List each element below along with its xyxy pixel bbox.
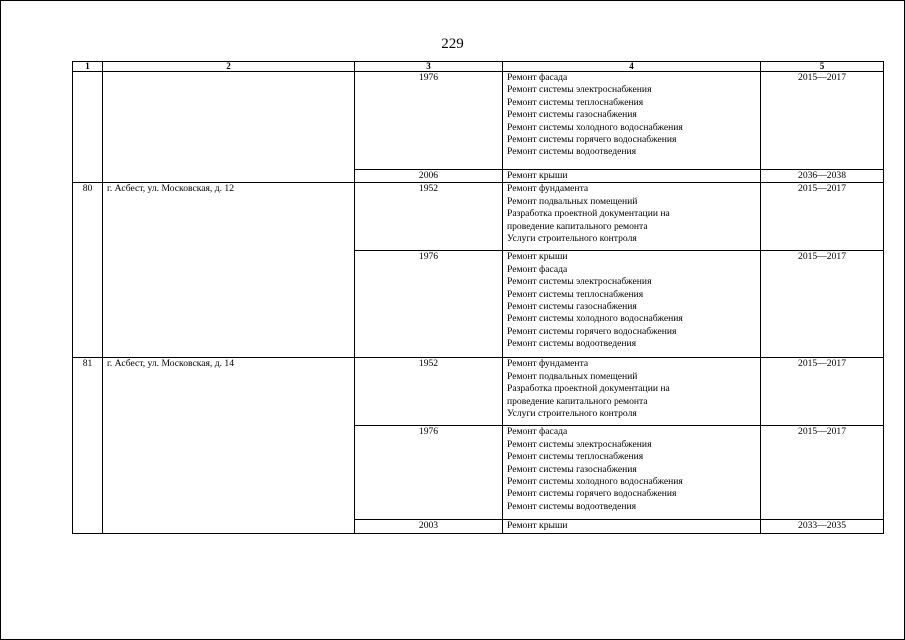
work-item: Ремонт системы холодного водоснабжения xyxy=(507,476,683,488)
header-cell: 2 xyxy=(103,62,355,72)
work-item: Ремонт фасада xyxy=(507,263,568,275)
header-row xyxy=(73,62,884,72)
work-item: Ремонт системы электроснабжения xyxy=(507,276,652,288)
header-cell: 3 xyxy=(355,62,503,72)
period-cell: 2015—2017 xyxy=(761,358,884,426)
work-item: Ремонт системы горячего водоснабжения xyxy=(507,325,677,337)
works-cell xyxy=(503,520,761,533)
year-cell: 1976 xyxy=(355,251,503,358)
work-item: Ремонт системы горячего водоснабжения xyxy=(507,488,677,500)
header-cell: 4 xyxy=(503,62,761,72)
work-item: Ремонт крыши xyxy=(507,251,568,263)
work-item: Ремонт фасада xyxy=(507,426,568,438)
address-cell: г. Асбест, ул. Московская, д. 12 xyxy=(103,183,355,358)
table-row xyxy=(73,72,884,170)
work-item: Ремонт подвальных помещений xyxy=(507,370,638,382)
row-number-cell xyxy=(73,72,103,183)
works-cell xyxy=(503,251,761,358)
work-item: проведение капитального ремонта xyxy=(507,220,648,232)
year-cell: 1976 xyxy=(355,426,503,520)
work-item: Ремонт системы газоснабжения xyxy=(507,463,637,475)
work-item: Ремонт системы холодного водоснабжения xyxy=(507,121,683,133)
period-cell: 2015—2017 xyxy=(761,426,884,520)
period-cell: 2015—2017 xyxy=(761,183,884,251)
work-item: Ремонт системы водоотведения xyxy=(507,500,637,512)
row-number-cell: 81 xyxy=(73,358,103,533)
page-number: 229 xyxy=(441,36,464,52)
work-item: Ремонт системы электроснабжения xyxy=(507,84,652,96)
header-cell: 5 xyxy=(761,62,884,72)
repair-schedule-table xyxy=(72,61,884,534)
period-cell: 2036—2038 xyxy=(761,170,884,183)
work-item: Ремонт системы теплоснабжения xyxy=(507,96,644,108)
work-item: Услуги строительного контроля xyxy=(507,408,637,420)
year-cell: 1952 xyxy=(355,358,503,426)
works-cell xyxy=(503,72,761,170)
work-item: Разработка проектной документации на xyxy=(507,383,670,395)
year-cell: 2006 xyxy=(355,170,503,183)
work-item: Ремонт системы холодного водоснабжения xyxy=(507,313,683,325)
work-item: Ремонт фундамента xyxy=(507,183,589,195)
period-cell: 2015—2017 xyxy=(761,72,884,170)
work-item: Ремонт крыши xyxy=(507,170,568,181)
works-cell xyxy=(503,183,761,251)
work-item: Ремонт системы горячего водоснабжения xyxy=(507,134,677,146)
work-item: Услуги строительного контроля xyxy=(507,233,637,245)
year-cell: 1976 xyxy=(355,72,503,170)
work-item: Ремонт системы газоснабжения xyxy=(507,301,637,313)
row-number-cell: 80 xyxy=(73,183,103,358)
work-item: Разработка проектной документации на xyxy=(507,208,670,220)
work-item: Ремонт системы теплоснабжения xyxy=(507,451,644,463)
work-item: Ремонт системы теплоснабжения xyxy=(507,288,644,300)
address-cell: г. Асбест, ул. Московская, д. 14 xyxy=(103,358,355,533)
header-cell: 1 xyxy=(73,62,103,72)
year-cell: 1952 xyxy=(355,183,503,251)
work-item: Ремонт фундамента xyxy=(507,358,589,370)
address-cell xyxy=(103,72,355,183)
works-cell xyxy=(503,426,761,520)
table-body xyxy=(73,72,884,534)
table-row xyxy=(73,358,884,426)
works-cell xyxy=(503,170,761,183)
work-item: Ремонт системы водоотведения xyxy=(507,146,637,158)
year-cell: 2003 xyxy=(355,520,503,533)
work-item: Ремонт подвальных помещений xyxy=(507,195,638,207)
table-row xyxy=(73,183,884,251)
work-item: Ремонт крыши xyxy=(507,520,568,532)
period-cell: 2015—2017 xyxy=(761,251,884,358)
period-cell: 2033—2035 xyxy=(761,520,884,533)
work-item: Ремонт фасада xyxy=(507,72,568,83)
work-item: проведение капитального ремонта xyxy=(507,395,648,407)
work-item: Ремонт системы водоотведения xyxy=(507,338,637,350)
works-cell xyxy=(503,358,761,426)
work-item: Ремонт системы газоснабжения xyxy=(507,109,637,121)
work-item: Ремонт системы электроснабжения xyxy=(507,438,652,450)
